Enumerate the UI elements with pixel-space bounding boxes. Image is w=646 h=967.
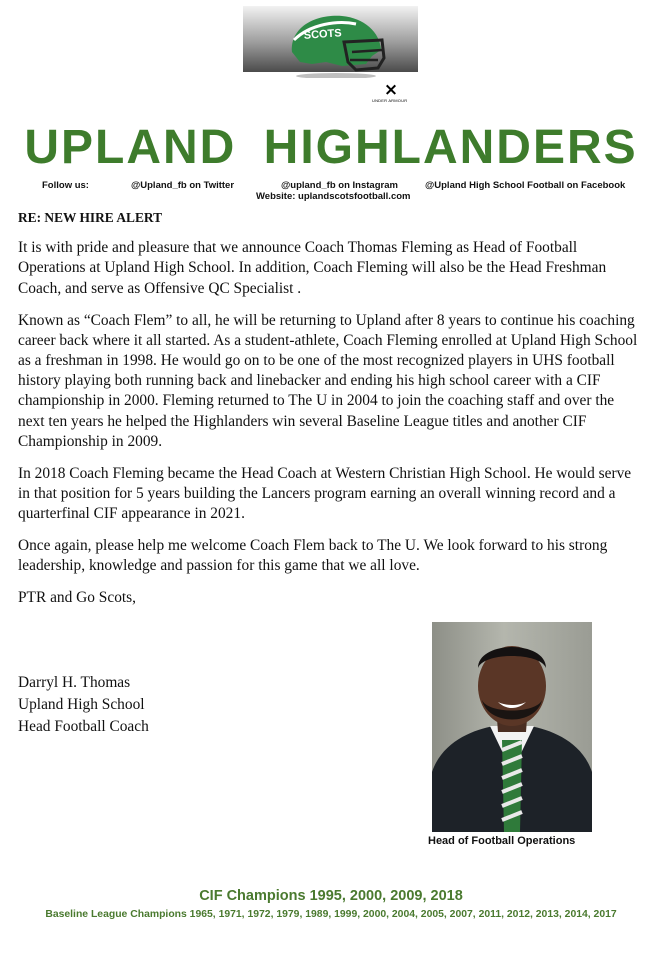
- under-armour-text: UNDER ARMOUR: [372, 98, 408, 103]
- instagram-handle: @upland_fb on Instagram: [281, 180, 398, 191]
- baseline-league-champions: Baseline League Champions 1965, 1971, 1972, 1979, 1989, 1999, 2000, 2004, 2005, 2007, 2011, 2012, 2013, 2014, 2017: [45, 909, 617, 920]
- helmet-decal-text: SCOTS: [303, 27, 343, 42]
- under-armour-icon: ⨯: [383, 80, 399, 100]
- signature-school: Upland High School: [18, 696, 145, 713]
- paragraph-announcement: It is with pride and pleasure that we announce Coach Thomas Fleming as Head of Football Operations at Upland High School. In addition, Coach Fleming will also be the Head Freshman Coach, and serve as Offensive QC Specialist .: [18, 239, 607, 297]
- twitter-handle: @Upland_fb on Twitter: [131, 180, 235, 191]
- paragraph-western-christian: In 2018 Coach Fleming became the Head Coach at Western Christian High School. He would serve in that position for 5 years building the Lancers program earning an overall winning record and a quarterfinal CIF appearance in 2021.: [18, 464, 632, 523]
- letter-body: [18, 208, 638, 620]
- coach-portrait-photo: [432, 622, 592, 832]
- signature-role: Head Football Coach: [18, 718, 149, 735]
- page-title: UPLAND HIGHLANDERS: [24, 121, 638, 174]
- helmet-logo: [286, 12, 386, 78]
- website-link: Website: uplandscotsfootball.com: [256, 191, 411, 202]
- photo-caption: Head of Football Operations: [428, 835, 576, 847]
- facebook-handle: @Upland High School Football on Facebook: [425, 180, 626, 191]
- cif-champions: CIF Champions 1995, 2000, 2009, 2018: [199, 888, 463, 904]
- under-armour-logo: [372, 80, 408, 103]
- signature-name: Darryl H. Thomas: [18, 674, 131, 691]
- paragraph-welcome: Once again, please help me welcome Coach Flem back to The U. We look forward to his strong leadership, knowledge and passion for this game that we all love.: [18, 537, 608, 575]
- signature-block: [18, 672, 149, 738]
- paragraph-background: Known as “Coach Flem” to all, he will be returning to Upland after 8 years to continue his coaching career back where it all started. As a student-athlete, Coach Fleming enrolled at Upland High School as a freshman in 1998. He would go on to be one of the most recognized players in UHS football history playing both running back and linebacker and ending his high school career with a CIF championship in 2000. Fleming returned to The U in 2004 to join the coaching staff and over the next ten years he helped the Highlanders win several Baseline League titles and another CIF Championship in 2009.: [18, 311, 638, 450]
- letter-subject: RE: NEW HIRE ALERT: [18, 210, 163, 225]
- portrait-illustration: [432, 622, 592, 832]
- follow-label: Follow us:: [42, 180, 89, 191]
- letter-closing: PTR and Go Scots,: [18, 589, 136, 607]
